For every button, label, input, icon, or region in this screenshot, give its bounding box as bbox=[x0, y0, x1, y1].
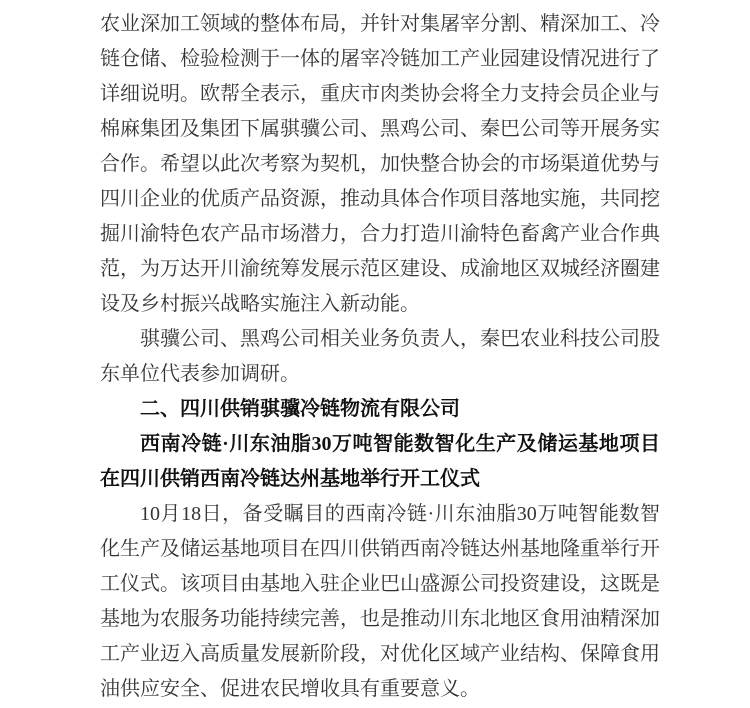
subsection-heading-southwest-coldchain-project: 西南冷链·川东油脂30万吨智能数智化生产及储运基地项目在四川供销西南冷链达州基地举行开工仪式 bbox=[100, 433, 660, 490]
document-content bbox=[100, 7, 660, 707]
section-heading-sichuan-gongxiao-qiji: 二、四川供销骐骥冷链物流有限公司 bbox=[140, 398, 460, 420]
paragraph-groundbreaking-ceremony: 10月18日，备受瞩目的西南冷链·川东油脂30万吨智能数智化生产及储运基地项目在四川供销西南冷链达州基地隆重举行开工仪式。该项目由基地入驻企业巴山盛源公司投资建设，这既是基地为农服务功能持续完善，也是推动川东北地区食用油精深加工产业迈入高质量发展新阶段，对优化区域产业结构、保障食用油供应安全、促进农民增收具有重要意义。 bbox=[100, 503, 660, 700]
paragraph-survey-attendees: 骐骥公司、黑鸡公司相关业务负责人，秦巴农业科技公司股东单位代表参加调研。 bbox=[100, 328, 660, 385]
paragraph-industrial-park-cooperation: 农业深加工领域的整体布局，并针对集屠宰分割、精深加工、冷链仓储、检验检测于一体的屠宰冷链加工产业园建设情况进行了详细说明。欧帮全表示，重庆市肉类协会将全力支持会员企业与棉麻集团及集团下属骐骥公司、黑鸡公司、秦巴公司等开展务实合作。希望以此次考察为契机，加快整合协会的市场渠道优势与四川企业的优质产品资源，推动具体合作项目落地实施，共同挖掘川渝特色农产品市场潜力，合力打造川渝特色畜禽产业合作典范，为万达开川渝统筹发展示范区建设、成渝地区双城经济圈建设及乡村振兴战略实施注入新动能。 bbox=[100, 13, 660, 315]
